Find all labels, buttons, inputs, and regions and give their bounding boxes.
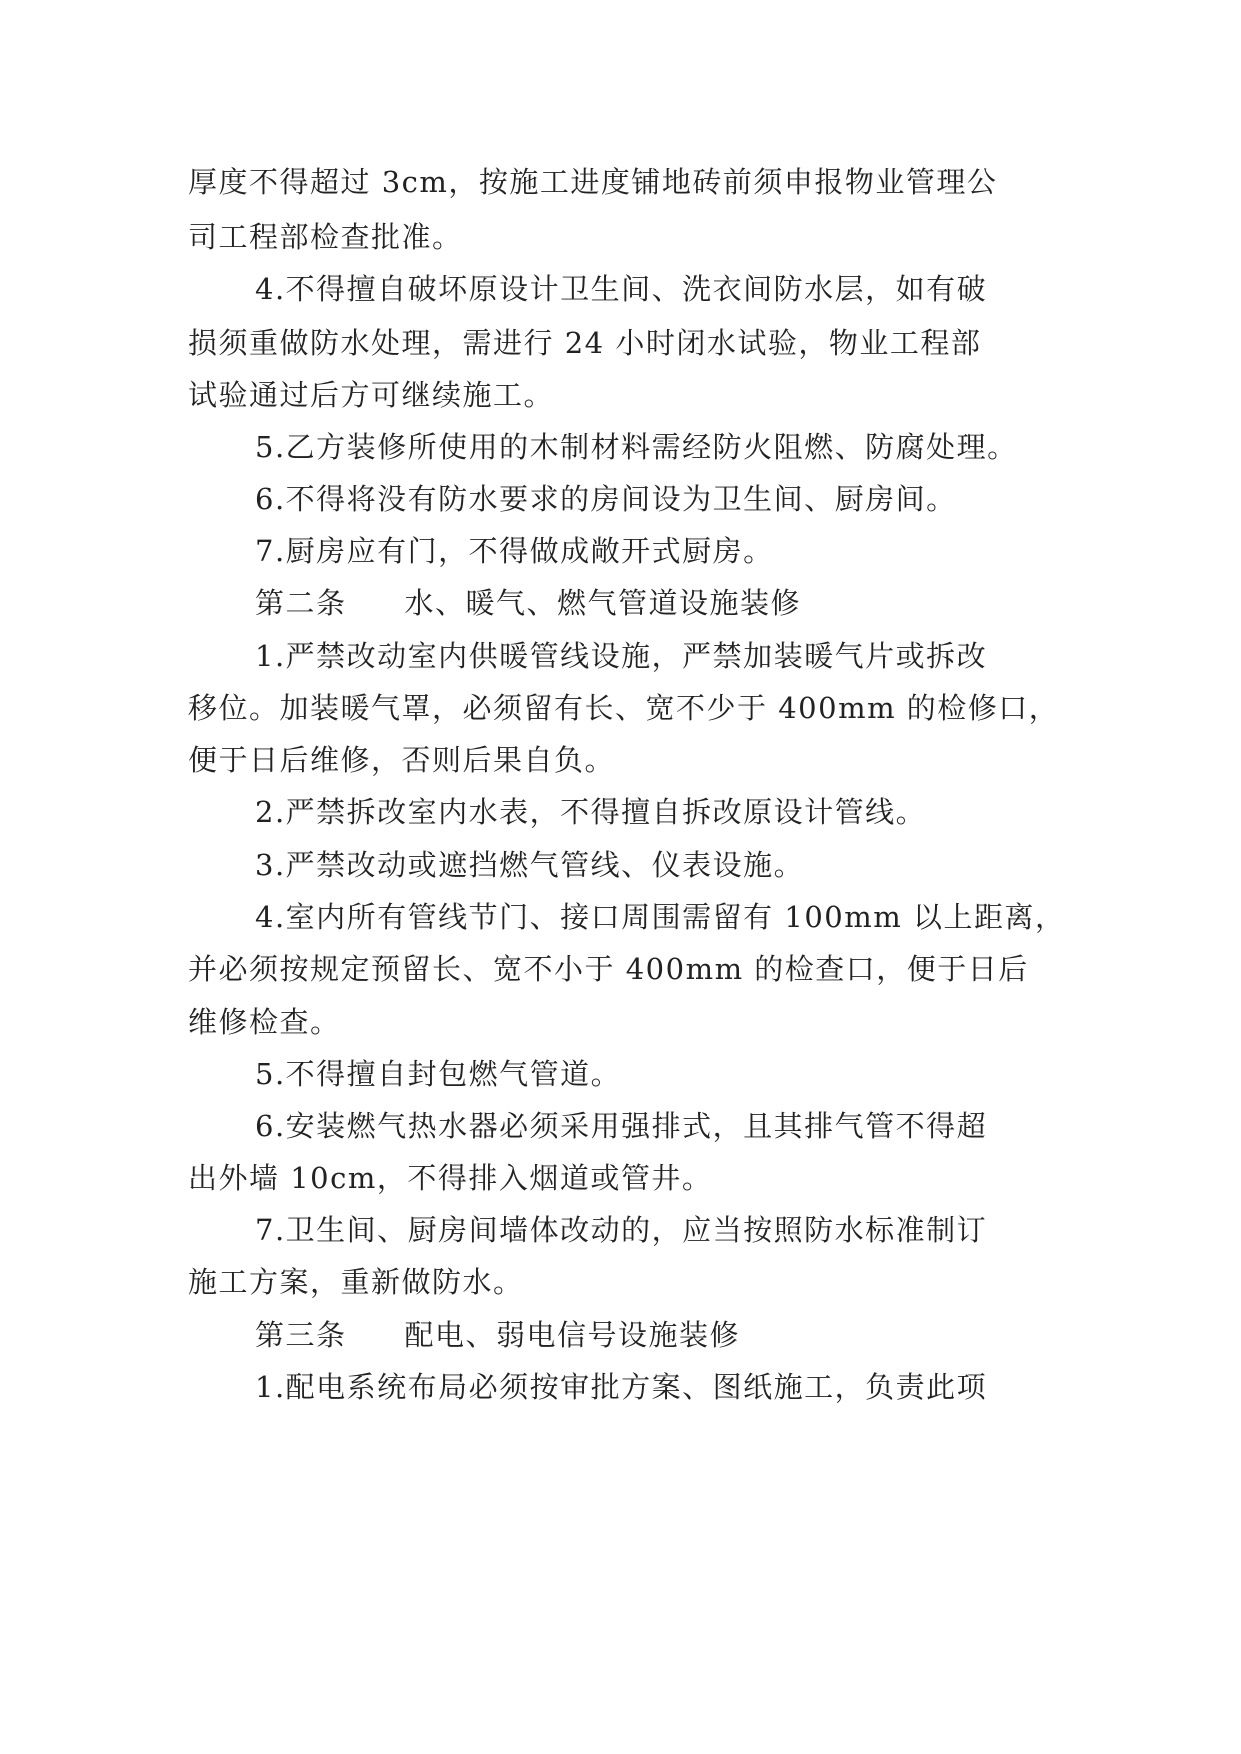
article-title: 水、暖气、燃气管道设施装修 [404, 586, 802, 620]
list-item-line: 1.配电系统布局必须按审批方案、图纸施工，负责此项 [255, 1370, 988, 1404]
list-item-line: 7.卫生间、厨房间墙体改动的，应当按照防水标准制订 [255, 1213, 988, 1247]
body-line: 司工程部检查批准。 [188, 220, 463, 254]
article-number: 第二条 [255, 586, 347, 620]
list-item-line: 5.不得擅自封包燃气管道。 [255, 1057, 622, 1091]
body-line: 试验通过后方可继续施工。 [188, 378, 555, 412]
article-heading [255, 583, 801, 623]
list-item-line: 6.安装燃气热水器必须采用强排式，且其排气管不得超 [255, 1109, 988, 1143]
list-item-line: 4.不得擅自破坏原设计卫生间、洗衣间防水层，如有破 [255, 272, 988, 306]
list-item-line: 5.乙方装修所使用的木制材料需经防火阻燃、防腐处理。 [255, 430, 1018, 464]
body-line: 施工方案，重新做防水。 [188, 1265, 524, 1299]
body-line: 损须重做防水处理，需进行 24 小时闭水试验，物业工程部 [188, 326, 982, 360]
list-item-line: 1.严禁改动室内供暖管线设施，严禁加装暖气片或拆改 [255, 639, 988, 673]
article-number: 第三条 [255, 1318, 347, 1352]
body-line: 厚度不得超过 3cm，按施工进度铺地砖前须申报物业管理公 [188, 165, 998, 199]
body-line: 并必须按规定预留长、宽不小于 400mm 的检查口，便于日后 [188, 952, 1029, 986]
body-line: 维修检查。 [188, 1005, 341, 1039]
body-line: 移位。加装暖气罩，必须留有长、宽不少于 400mm 的检修口， [188, 691, 1060, 725]
article-title: 配电、弱电信号设施装修 [404, 1318, 741, 1352]
list-item-line: 3.严禁改动或遮挡燃气管线、仪表设施。 [255, 848, 805, 882]
list-item-line: 4.室内所有管线节门、接口周围需留有 100mm 以上距离， [255, 900, 1066, 934]
body-line: 出外墙 10cm，不得排入烟道或管井。 [188, 1161, 713, 1195]
list-item-line: 7.厨房应有门，不得做成敞开式厨房。 [255, 534, 774, 568]
body-line: 便于日后维修，否则后果自负。 [188, 743, 616, 777]
list-item-line: 6.不得将没有防水要求的房间设为卫生间、厨房间。 [255, 482, 957, 516]
list-item-line: 2.严禁拆改室内水表，不得擅自拆改原设计管线。 [255, 795, 927, 829]
article-heading [255, 1315, 740, 1355]
